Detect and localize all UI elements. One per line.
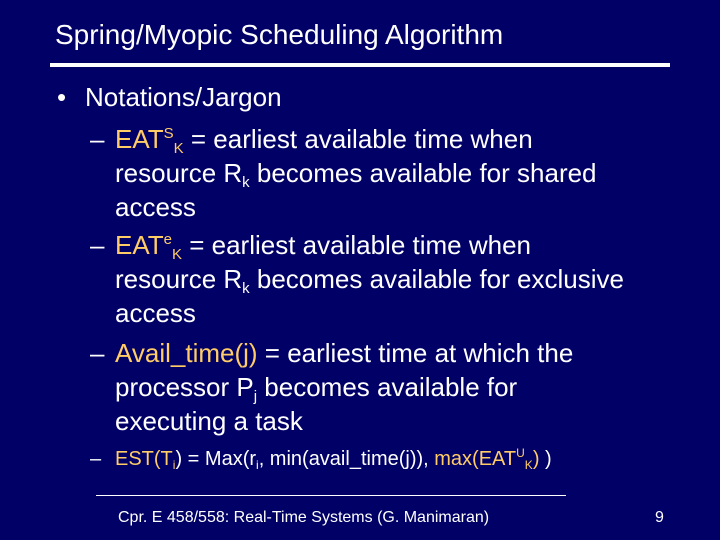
definition-text: becomes available for [257, 372, 518, 402]
item2-line3: access [115, 298, 196, 328]
term-subscript: K [173, 140, 184, 157]
dash-marker: – [90, 124, 105, 154]
item1-term [115, 124, 184, 157]
footer-divider [96, 495, 566, 496]
bullet-heading: Notations/Jargon [85, 82, 282, 112]
term-superscript: e [163, 231, 172, 248]
item2-line2 [115, 262, 624, 296]
definition-text: processor P [115, 372, 254, 402]
footer-text: Cpr. E 458/558: Real-Time Systems (G. Manimaran) [118, 509, 490, 526]
item1-line2 [115, 156, 597, 190]
subscript: j [253, 388, 258, 405]
item2-term [115, 230, 182, 263]
slide-title: Spring/Myopic Scheduling Algorithm [55, 19, 504, 50]
item4-line [115, 446, 552, 472]
title-divider [50, 63, 670, 67]
subscript: k [242, 174, 250, 191]
item1-line3: access [115, 192, 196, 222]
item3-line3: executing a task [115, 406, 303, 436]
subscript: k [242, 280, 250, 297]
definition-text: resource R [115, 158, 243, 188]
item1-line1 [115, 122, 533, 156]
term-text: EST(T [115, 448, 173, 470]
definition-text: becomes available for exclusive [249, 264, 624, 294]
term-text: ) [532, 448, 540, 470]
term-subscript: K [524, 458, 533, 472]
term-superscript: S [163, 125, 174, 142]
term-subscript: K [171, 246, 182, 263]
est-term [115, 448, 175, 470]
term-text: EAT [115, 124, 164, 154]
item3-term: Avail_time(j) [115, 338, 258, 368]
formula-text: , min(avail_time(j)), [258, 448, 435, 470]
subscript: i [256, 458, 259, 472]
item3-line1 [115, 336, 573, 370]
dash-marker: – [90, 230, 105, 260]
bullet-marker: • [57, 82, 67, 112]
item2-line1 [115, 228, 531, 262]
term-text: EAT [115, 230, 164, 260]
term-subscript: i [172, 458, 176, 472]
dash-marker: – [90, 338, 105, 368]
formula-text: ) [539, 448, 552, 470]
item3-line2 [115, 370, 517, 404]
definition-text: resource R [115, 264, 243, 294]
term-text: max(EAT [434, 448, 517, 470]
definition-text: = earliest available time when [183, 124, 533, 154]
definition-text: becomes available for shared [249, 158, 597, 188]
page-number: 9 [655, 509, 664, 526]
dash-marker: – [90, 448, 102, 470]
term-superscript: U [516, 446, 525, 460]
definition-text: = earliest available time when [182, 230, 532, 260]
max-eat-term [434, 448, 539, 470]
definition-text: = earliest time at which the [257, 338, 574, 368]
formula-text: ) = Max(r [175, 448, 257, 470]
